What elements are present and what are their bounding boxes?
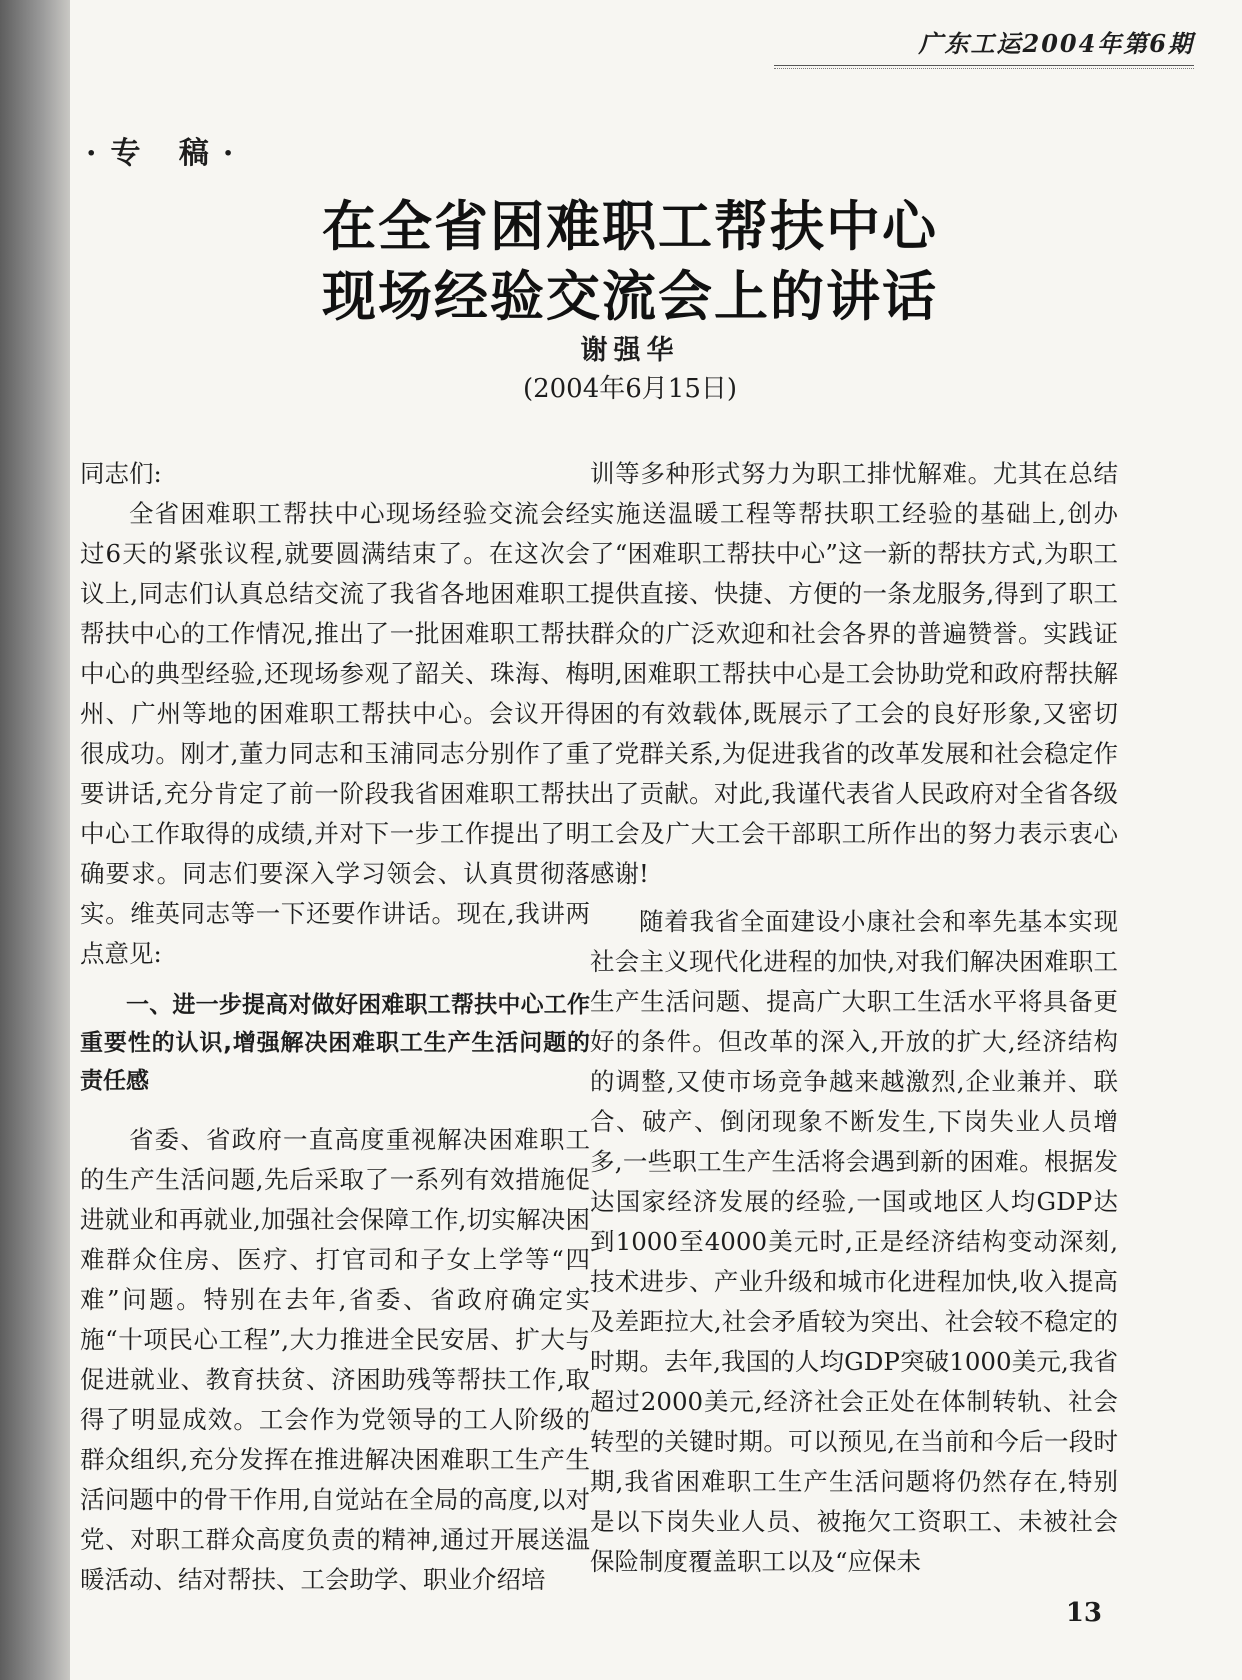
paragraph: 省委、省政府一直高度重视解决困难职工的生产生活问题,先后采取了一系列有效措施促进就业和再就业,加强社会保障工作,切实解决困难群众住房、医疗、打官司和子女上学等“四难”问题。特别在去年,省委、省政府确定实施“十项民心工程”,大力推进全民安居、扩大与促进就业、教育扶贫、济困助残等帮扶工作,取得了明显成效。工会作为党领导的工人阶级的群众组织,充分发挥在推进解决困难职工生产生活问题中的骨干作用,自觉站在全局的高度,以对党、对职工群众高度负责的精神,通过开展送温暖活动、结对帮扶、工会助学、职业介绍培	[80, 1125, 590, 1594]
salutation: 同志们:	[80, 459, 162, 488]
paragraph: 训等多种形式努力为职工排忧解难。尤其在总结实施送温暖工程等帮扶职工经验的基础上,创办了“困难职工帮扶中心”这一新的帮扶方式,为职工提供直接、快捷、方便的一条龙服务,得到了职工群众的广泛欢迎和社会各界的普遍赞誉。实践证明,困难职工帮扶中心是工会协助党和政府帮扶解困的有效载体,既展示了工会的良好形象,又密切了党群关系,为促进我省的改革发展和社会稳定作出了贡献。对此,我谨代表省人民政府对全省各级工会及广大工会干部职工所作出的努力表示衷心感谢!	[590, 459, 1118, 888]
title-line-1: 在全省困难职工帮扶中心	[322, 195, 938, 258]
magazine-page	[70, 0, 1242, 1680]
journal-header: 广东工运2004年第6期	[774, 24, 1194, 66]
right-column	[590, 454, 1118, 1582]
page-number: 13	[1065, 1598, 1102, 1628]
left-column	[80, 454, 590, 1600]
article-title	[70, 192, 1190, 332]
paragraph: 随着我省全面建设小康社会和率先基本实现社会主义现代化进程的加快,对我们解决困难职工生产生活问题、提高广大职工生活水平将具备更好的条件。但改革的深入,开放的扩大,经济结构的调整,又使市场竞争越来越激烈,企业兼并、联合、破产、倒闭现象不断发生,下岗失业人员增多,一些职工生产生活将会遇到新的困难。根据发达国家经济发展的经验,一国或地区人均GDP达到1000至4000美元时,正是经济结构变动深刻,技术进步、产业升级和城市化进程加快,收入提高及差距拉大,社会矛盾较为突出、社会较不稳定的时期。去年,我国的人均GDP突破1000美元,我省超过2000美元,经济社会正处在体制转轨、社会转型的关键时期。可以预见,在当前和今后一段时期,我省困难职工生产生活问题将仍然存在,特别是以下岗失业人员、被拖欠工资职工、未被社会保险制度覆盖职工以及“应保未	[590, 907, 1118, 1576]
header-rule	[774, 68, 1194, 69]
binding-gutter	[0, 0, 70, 1680]
author: 谢强华	[580, 335, 680, 366]
section-heading: 一、进一步提高对做好困难职工帮扶中心工作重要性的认识,增强解决困难职工生产生活问题的责任感	[80, 992, 590, 1094]
title-line-2: 现场经验交流会上的讲话	[322, 265, 938, 328]
column-tag: ·专 稿·	[86, 136, 248, 171]
paragraph: 全省困难职工帮扶中心现场经验交流会经过6天的紧张议程,就要圆满结束了。在这次会议上,同志们认真总结交流了我省各地困难职工帮扶中心的工作情况,推出了一批困难职工帮扶中心的典型经验,还现场参观了韶关、珠海、梅州、广州等地的困难职工帮扶中心。会议开得很成功。刚才,董力同志和玉浦同志分别作了重要讲话,充分肯定了前一阶段我省困难职工帮扶中心工作取得的成绩,并对下一步工作提出了明确要求。同志们要深入学习领会、认真贯彻落实。维英同志等一下还要作讲话。现在,我讲两点意见:	[80, 499, 590, 968]
speech-date: (2004年6月15日)	[522, 374, 738, 404]
